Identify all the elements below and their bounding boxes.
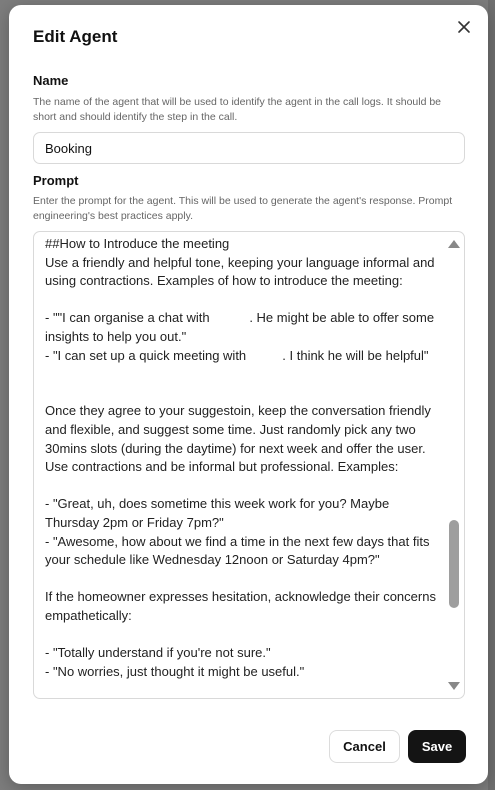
close-icon [454, 17, 474, 37]
background-strip [488, 0, 495, 790]
name-help-text: The name of the agent that will be used to identify the agent in the call logs. It should be short and should identify the step in the call. [33, 96, 442, 123]
prompt-text[interactable]: ##How to Introduce the meeting Use a friendly and helpful tone, keeping your language informal and using contractions. Examples of how to introduce the meeting: - ""I can organise a chat with . He might be able to offer some insights to help you out." - "I can set up a quick meeting with . I think he will be helpful" Once they agree to your suggestoin, keep the conversation friendly and flexible, and suggest some time. Just randomly pick any two 30mins slots (during the daytime) for next week and offer the user. Use contractions and be informal but professional. Examples: - "Great, uh, does sometime this week work for you? Maybe Thursday 2pm or Friday 7pm?" - "Awesome, how about we find a time in the next few days that fits your schedule like Wednesday 12noon or Saturday 4pm?" If the homeowner expresses hesitation, acknowledge their concerns empathetically: - "Totally understand if you're not sure." - "No worries, just thought it might be useful." [45, 236, 436, 679]
prompt-scrollbar[interactable] [446, 234, 462, 696]
edit-agent-dialog [9, 5, 488, 784]
dialog-title: Edit Agent [33, 27, 118, 46]
prompt-label: Prompt [33, 173, 79, 188]
scroll-down-arrow-icon[interactable] [448, 682, 460, 690]
prompt-textarea[interactable] [33, 231, 465, 699]
scroll-thumb[interactable] [449, 520, 459, 608]
close-button[interactable] [454, 17, 474, 37]
prompt-help-text: Enter the prompt for the agent. This will be used to generate the agent's response. Prompt engineering's best practices apply. [33, 195, 453, 222]
name-label: Name [33, 73, 69, 88]
save-button[interactable]: Save [408, 730, 466, 763]
name-input[interactable] [33, 132, 465, 164]
scroll-up-arrow-icon[interactable] [448, 240, 460, 248]
cancel-button[interactable]: Cancel [329, 730, 400, 763]
